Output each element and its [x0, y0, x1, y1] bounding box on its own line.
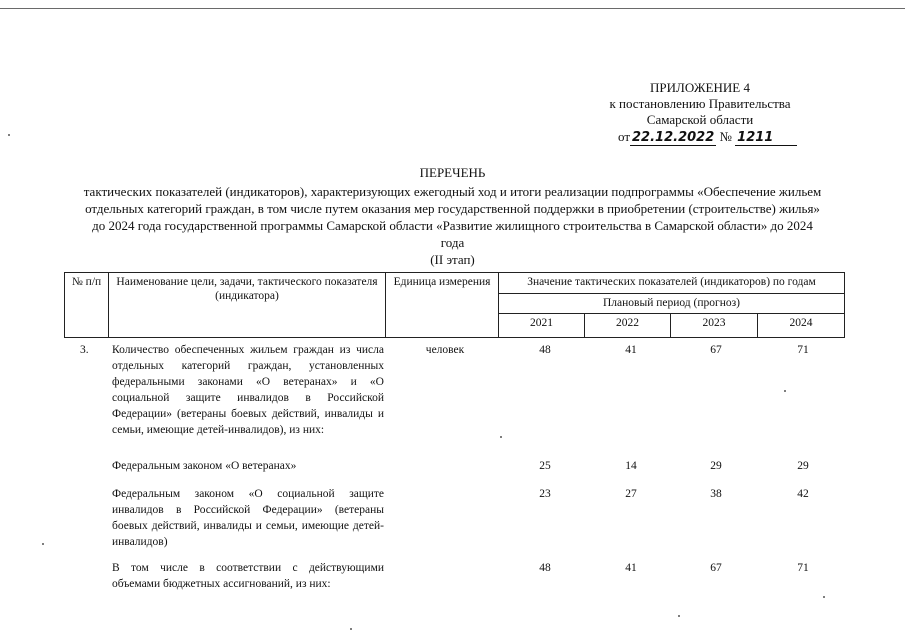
- row-value: 48: [539, 344, 551, 356]
- row-value: 71: [797, 344, 809, 356]
- row-value: 42: [797, 488, 809, 500]
- header-name: Наименование цели, задачи, тактического показателя (индикатора): [109, 273, 386, 338]
- resolution-date: 22.12.2022: [632, 130, 715, 145]
- row-number: 3.: [80, 344, 89, 356]
- scan-speck: [42, 543, 44, 545]
- header-period: Плановый период (прогноз): [499, 294, 845, 314]
- row-value: 29: [710, 460, 722, 472]
- scan-speck: [823, 596, 825, 598]
- resolution-reference: [618, 129, 797, 146]
- scan-top-edge: [0, 8, 905, 9]
- row-value: 25: [539, 460, 551, 472]
- row-name: Количество обеспеченных жильем граждан из числа отдельных категорий граждан, установленных федеральными законами «О ветеранах» и «О социальной защите инвалидов в Российской Федерации» (ветераны боевых действий, инвалиды и семьи, имеющие детей-инвалидов), из них:: [112, 344, 384, 436]
- row-value: 67: [710, 344, 722, 356]
- heading-body: тактических показателей (индикаторов), характеризующих ежегодный ход и итоги реализации подпрограммы «Обеспечение жильем отдельных категорий граждан, в том числе путем оказания мер государственной поддержки в приобретении (строительстве) жилья» до 2024 года государственной программы Самарской области «Развитие жилищного строительства в Самарской области» до 2024 года: [83, 184, 822, 250]
- header-num: № п/п: [65, 273, 109, 338]
- row-value: 48: [539, 562, 551, 574]
- row-value: 29: [797, 460, 809, 472]
- scan-speck: [350, 628, 352, 630]
- header-year: 2021: [499, 314, 585, 338]
- row-value: 14: [625, 460, 637, 472]
- appendix-block: [560, 80, 840, 128]
- scan-speck: [500, 436, 502, 438]
- scan-speck: [8, 134, 10, 136]
- date-prefix: от: [618, 129, 631, 144]
- appendix-line-1: к постановлению Правительства: [609, 96, 791, 111]
- header-year: 2022: [585, 314, 671, 338]
- header-year: 2023: [671, 314, 758, 338]
- row-value: 41: [625, 562, 637, 574]
- scan-speck: [784, 390, 786, 392]
- document-heading: [80, 164, 825, 268]
- header-values: Значение тактических показателей (индикаторов) по годам: [499, 273, 845, 294]
- row-value: 38: [710, 488, 722, 500]
- heading-stage: (II этап): [430, 252, 475, 267]
- row-unit: человек: [425, 344, 465, 356]
- row-name: Федеральным законом «О социальной защите инвалидов в Российской Федерации» (ветераны боевых действий, инвалиды и семьи, имеющие детей-инвалидов): [112, 488, 384, 548]
- header-unit: Единица измерения: [386, 273, 499, 338]
- number-prefix: №: [719, 129, 732, 144]
- appendix-line-2: Самарской области: [646, 112, 754, 127]
- scan-speck: [678, 615, 680, 617]
- row-value: 67: [710, 562, 722, 574]
- row-value: 41: [625, 344, 637, 356]
- row-value: 23: [539, 488, 551, 500]
- heading-title: ПЕРЕЧЕНЬ: [419, 165, 486, 180]
- row-value: 27: [625, 488, 637, 500]
- header-year: 2024: [758, 314, 845, 338]
- indicators-table-header: [64, 272, 845, 338]
- row-value: 71: [797, 562, 809, 574]
- row-name: В том числе в соответствии с действующими объемами бюджетных ассигнований, из них:: [112, 562, 384, 590]
- appendix-title: ПРИЛОЖЕНИЕ 4: [650, 80, 750, 95]
- resolution-number: 1211: [735, 130, 797, 146]
- row-name: Федеральным законом «О ветеранах»: [112, 460, 297, 472]
